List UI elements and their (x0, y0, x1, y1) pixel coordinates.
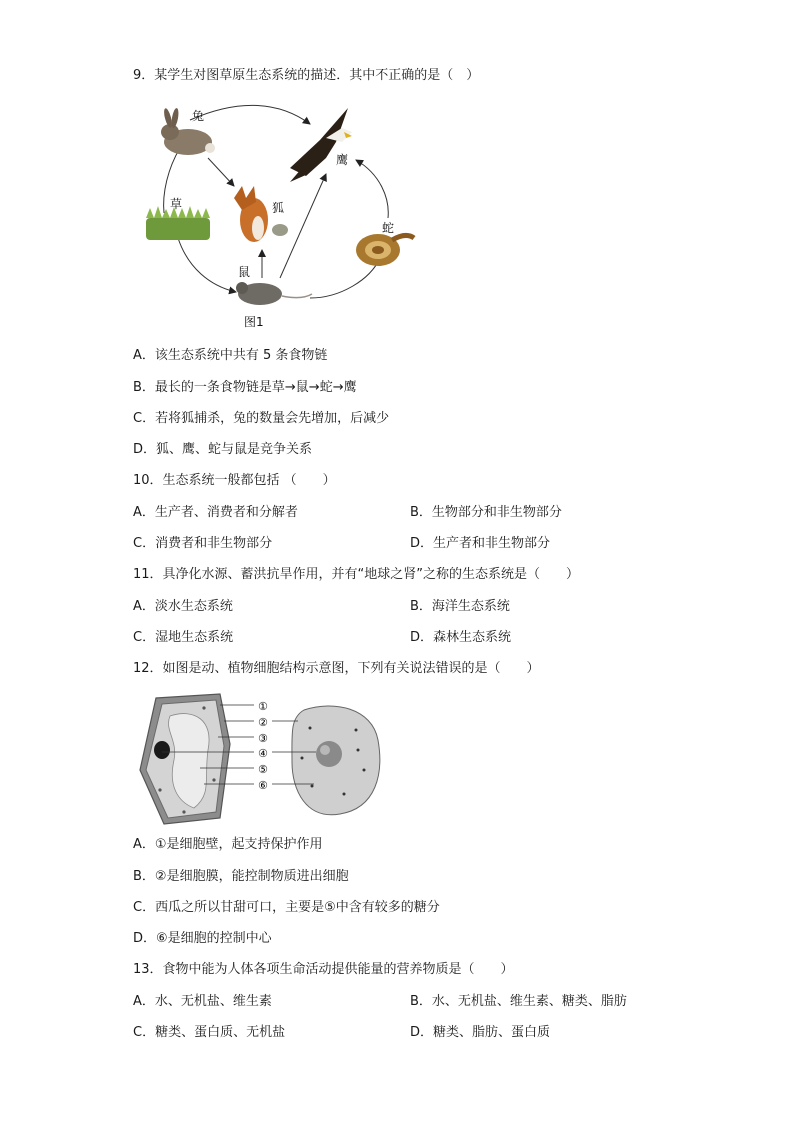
question-12-stem: 12．如图是动、植物细胞结构示意图，下列有关说法错误的是（ ） (133, 661, 540, 676)
q12-option-a: A．①是细胞壁，起支持保护作用 (133, 837, 323, 852)
label-snake: 蛇 (382, 221, 395, 235)
q10-option-c: C．消费者和非生物部分 (133, 536, 273, 551)
label-fox: 狐 (272, 201, 285, 215)
q9-option-b: B．最长的一条食物链是草→鼠→蛇→鹰 (133, 380, 357, 395)
q11-option-d: D．森林生态系统 (410, 630, 512, 645)
marker-1: ① (258, 700, 268, 713)
label-mouse: 鼠 (238, 265, 251, 279)
q10-option-d: D．生产者和非生物部分 (410, 536, 551, 551)
marker-2: ② (258, 716, 268, 729)
marker-6: ⑥ (258, 779, 268, 792)
q10-option-a: A．生产者、消费者和分解者 (133, 505, 298, 520)
marker-4: ④ (258, 747, 268, 760)
figure-caption: 图1 (244, 315, 264, 329)
q13-option-d: D．糖类、脂肪、蛋白质 (410, 1025, 551, 1040)
q9-option-a: A．该生态系统中共有 5 条食物链 (133, 348, 328, 363)
q9-option-d: D．狐、鹰、蛇与鼠是竞争关系 (133, 442, 313, 457)
q12-option-c: C．西瓜之所以甘甜可口，主要是⑤中含有较多的糖分 (133, 900, 440, 915)
mouse-illustration (236, 282, 312, 305)
question-11-stem: 11．具净化水源、蓄洪抗旱作用，并有“地球之肾”之称的生态系统是（ ） (133, 567, 580, 582)
marker-5: ⑤ (258, 763, 268, 776)
q11-option-b: B．海洋生态系统 (410, 599, 510, 614)
q9-option-c: C．若将狐捕杀，兔的数量会先增加，后减少 (133, 411, 390, 426)
question-10-stem: 10．生态系统一般都包括 （ ） (133, 473, 336, 488)
question-9-stem: 9．某学生对图草原生态系统的描述．其中不正确的是（ ） (133, 68, 480, 83)
q12-option-d: D．⑥是细胞的控制中心 (133, 931, 272, 946)
label-grass: 草 (170, 197, 183, 211)
q10-option-b: B．生物部分和非生物部分 (410, 505, 562, 520)
eagle-illustration (290, 108, 352, 182)
q11-option-a: A．淡水生态系统 (133, 599, 233, 614)
q11-option-c: C．湿地生态系统 (133, 630, 234, 645)
q13-option-a: A．水、无机盐、维生素 (133, 994, 272, 1009)
plant-cell-illustration (140, 694, 230, 824)
q12-option-b: B．②是细胞膜，能控制物质进出细胞 (133, 869, 349, 884)
cell-diagram-figure (134, 690, 394, 830)
question-13-stem: 13．食物中能为人体各项生命活动提供能量的营养物质是（ ） (133, 962, 514, 977)
snake-illustration (356, 234, 414, 266)
label-eagle: 鹰 (336, 153, 349, 167)
q13-option-c: C．糖类、蛋白质、无机盐 (133, 1025, 286, 1040)
q13-option-b: B．水、无机盐、维生素、糖类、脂肪 (410, 994, 627, 1009)
rabbit-illustration (161, 108, 215, 155)
marker-3: ③ (258, 732, 268, 745)
grass-illustration (146, 206, 210, 240)
food-web-figure (130, 98, 430, 334)
label-rabbit: 兔 (192, 109, 205, 123)
animal-cell-illustration (292, 706, 380, 815)
